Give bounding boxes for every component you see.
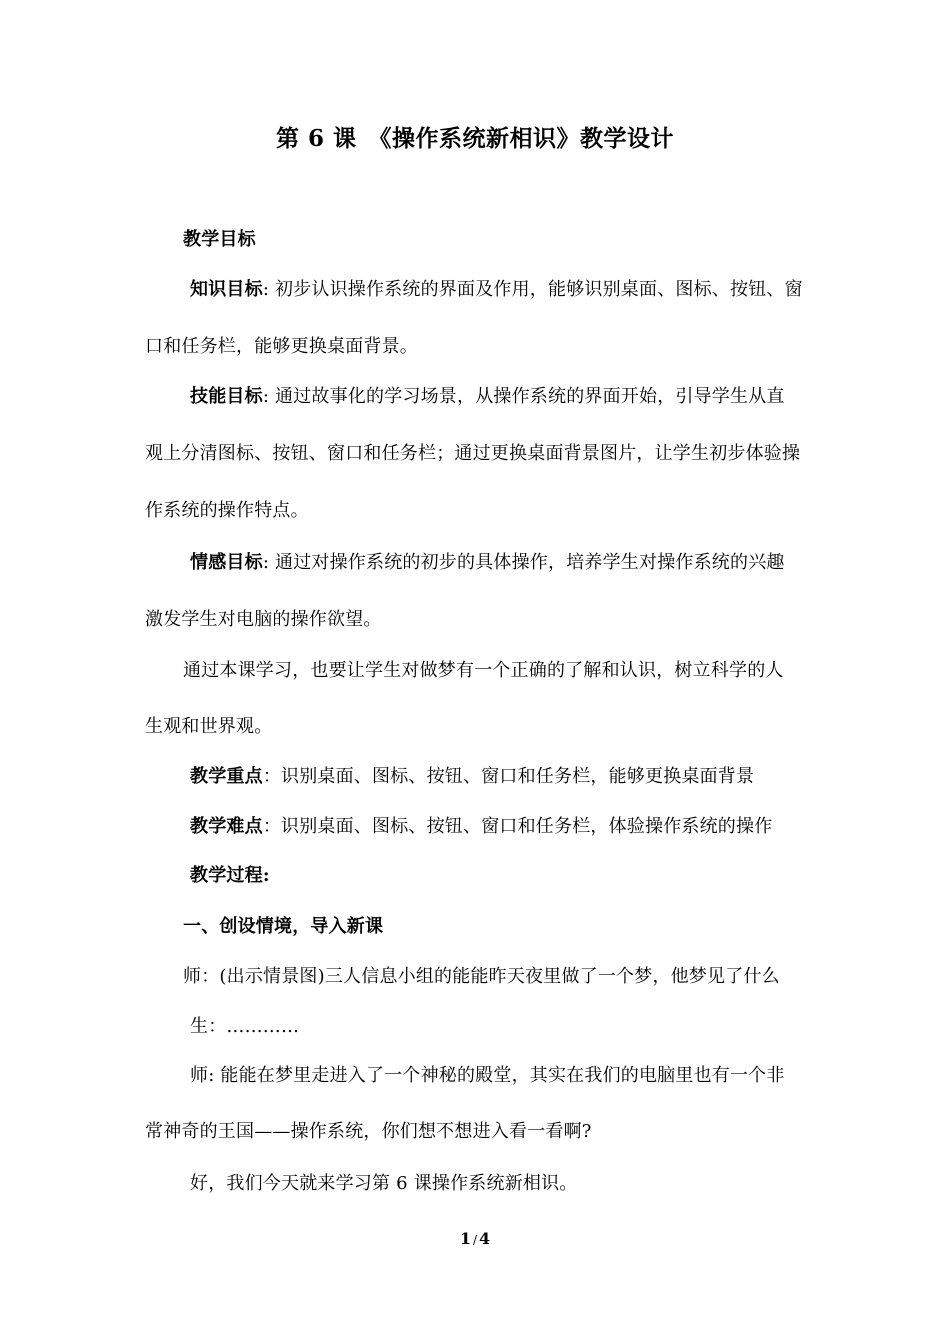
page-number [0,1229,950,1248]
difficulty-text: ：识别桌面、图标、按钮、窗口和任务栏，体验操作系统的操作 [262,816,773,837]
process-label: 教学过程 [190,865,263,886]
page-current: 1 [459,1229,471,1248]
skill-text-line3: 作系统的操作特点。 [145,500,309,521]
student-line-1: 生：………… [190,1016,300,1037]
teacher-line-1: 师：(出示情景图)三人信息小组的能能昨天夜里做了一个梦，他梦见了什么 [183,966,780,987]
dream-text-line1: 通过本课学习，也要让学生对做梦有一个正确的了解和认识，树立科学的人 [183,660,784,681]
knowledge-label: 知识目标 [190,279,263,300]
page-total: 4 [479,1229,491,1248]
emotion-objective [190,551,860,575]
objectives-heading: 教学目标 [183,229,256,250]
dream-text-line2: 生观和世界观。 [145,716,273,737]
page-title: 第 6 课 《操作系统新相识》教学设计 [275,125,675,152]
closing-line: 好，我们今天就来学习第 6 课操作系统新相识。 [190,1173,578,1194]
teacher-line-2-cont: 常神奇的王国——操作系统，你们想不想进入看一看啊? [145,1121,592,1142]
key-point-text: ：识别桌面、图标、按钮、窗口和任务栏，能够更换桌面背景 [262,766,755,787]
knowledge-objective [190,278,860,302]
skill-objective [190,385,860,409]
emotion-label: 情感目标 [190,552,263,573]
section-heading-1: 一、创设情境，导入新课 [183,916,384,937]
key-point-label: 教学重点 [190,766,263,787]
difficulty-label: 教学难点 [190,816,263,837]
process-colon: : [262,865,270,886]
skill-text-line2: 观上分清图标、按钮、窗口和任务栏；通过更换桌面背景图片，让学生初步体验操 [145,443,801,464]
teacher-line-2: 师: 能能在梦里走进入了一个神秘的殿堂，其实在我们的电脑里也有一个非 [190,1065,785,1086]
knowledge-text-line2: 口和任务栏，能够更换桌面背景。 [145,336,418,357]
process-heading [190,864,860,888]
emotion-text-line1: : 通过对操作系统的初步的具体操作，培养学生对操作系统的兴趣 [262,552,785,573]
key-point [190,765,860,789]
knowledge-text-line1: : 初步认识操作系统的界面及作用，能够识别桌面、图标、按钮、窗 [262,279,803,300]
skill-label: 技能目标 [190,386,263,407]
page-separator: / [472,1233,478,1247]
skill-text-line1: : 通过故事化的学习场景，从操作系统的界面开始，引导学生从直 [262,386,785,407]
emotion-text-line2: 激发学生对电脑的操作欲望。 [145,609,382,630]
difficulty-point [190,815,860,839]
